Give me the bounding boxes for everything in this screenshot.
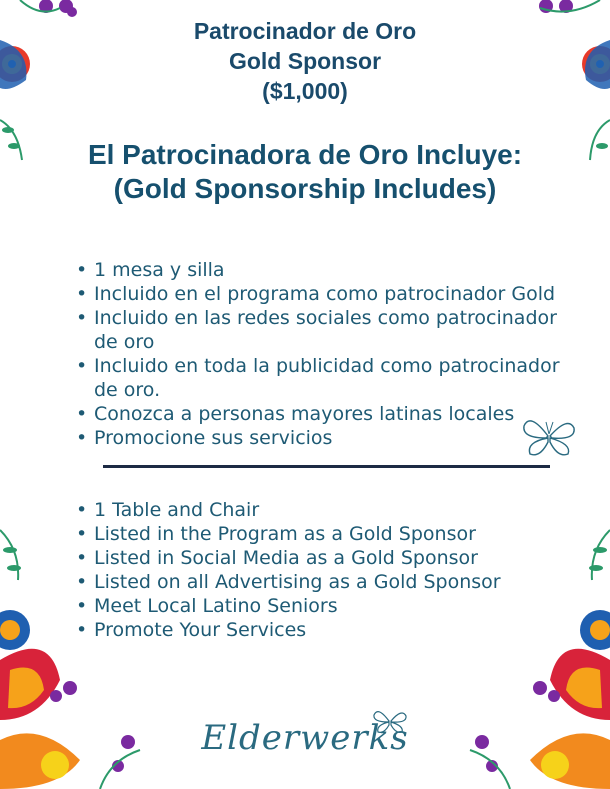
sponsor-title-spanish: Patrocinador de Oro bbox=[193, 18, 417, 44]
includes-heading-spanish: El Patrocinadora de Oro Incluye: bbox=[87, 139, 523, 170]
butterfly-icon bbox=[520, 412, 578, 460]
logo-butterfly-icon bbox=[372, 706, 408, 736]
list-item: • Incluido en las redes sociales como patrocinador de oro bbox=[76, 306, 576, 354]
list-item: • Promocione sus servicios bbox=[76, 426, 576, 450]
sponsor-title bbox=[0, 16, 610, 106]
sponsor-title-english: Gold Sponsor bbox=[228, 48, 382, 74]
benefits-list-english bbox=[76, 498, 576, 642]
elderwerks-logo: Elderwerks bbox=[201, 718, 409, 758]
sponsor-price: ($1,000) bbox=[262, 78, 348, 104]
list-item: • Promote Your Services bbox=[76, 618, 576, 642]
list-item: • Listed in Social Media as a Gold Sponsor bbox=[76, 546, 576, 570]
list-item: • Conozca a personas mayores latinas locales bbox=[76, 402, 576, 426]
list-item: • 1 Table and Chair bbox=[76, 498, 576, 522]
benefits-list-spanish bbox=[76, 258, 576, 450]
list-item: • Listed in the Program as a Gold Sponsor bbox=[76, 522, 576, 546]
list-item: • Incluido en toda la publicidad como patrocinador de oro. bbox=[76, 354, 576, 402]
includes-heading-english: (Gold Sponsorship Includes) bbox=[113, 173, 497, 204]
list-item: • Listed on all Advertising as a Gold Sponsor bbox=[76, 570, 576, 594]
includes-heading bbox=[0, 138, 610, 206]
list-item: • 1 mesa y silla bbox=[76, 258, 576, 282]
list-item: • Incluido en el programa como patrocinador Gold bbox=[76, 282, 576, 306]
section-divider bbox=[103, 465, 550, 468]
list-item: • Meet Local Latino Seniors bbox=[76, 594, 576, 618]
